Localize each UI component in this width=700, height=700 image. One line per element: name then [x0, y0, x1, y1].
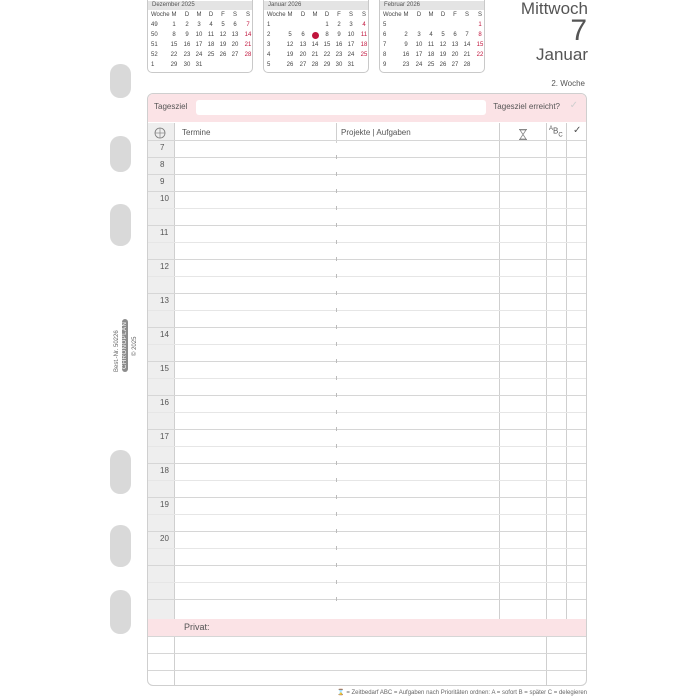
- row-tick: [336, 274, 337, 278]
- daily-goal-label: Tagesziel: [154, 102, 188, 111]
- week-number: 52: [151, 52, 158, 58]
- calendar-day: 12: [439, 42, 447, 48]
- punch-hole: [110, 64, 131, 98]
- calendar-day: 27: [299, 62, 307, 68]
- calendar-day: D: [440, 12, 446, 18]
- calendar-day: 26: [439, 62, 447, 68]
- clock-icon: [154, 126, 166, 138]
- calendar-day: 30: [335, 62, 343, 68]
- calendar-day: 30: [183, 62, 191, 68]
- calendar-day: D: [208, 12, 214, 18]
- row-tick: [336, 393, 337, 397]
- week-number: 49: [151, 22, 158, 28]
- mini-calendar-february: [379, 0, 485, 73]
- calendar-day: 25: [360, 52, 368, 58]
- calendar-day: D: [416, 12, 422, 18]
- calendar-day: 4: [209, 22, 213, 28]
- calendar-day: 20: [451, 52, 459, 58]
- calendar-day: 13: [299, 42, 307, 48]
- hour-label: 16: [160, 398, 169, 407]
- mini-calendar-week-row: [264, 31, 368, 40]
- calendar-day: [309, 31, 321, 40]
- grid-row-line: [148, 599, 586, 600]
- calendar-day: 31: [195, 62, 203, 68]
- calendar-day: 18: [360, 42, 368, 48]
- calendar-day: 27: [451, 62, 459, 68]
- grid-row-line: [148, 429, 586, 430]
- grid-row-line: [148, 412, 586, 413]
- row-tick: [336, 155, 337, 159]
- row-tick: [336, 342, 337, 346]
- grid-row-line: [148, 378, 586, 379]
- row-tick: [336, 359, 337, 363]
- week-number: 7: [383, 42, 387, 48]
- week-number: 3: [267, 42, 271, 48]
- grid-row-line: [148, 480, 586, 481]
- calendar-day: 6: [453, 32, 457, 38]
- calendar-day: 24: [347, 52, 355, 58]
- row-tick: [336, 597, 337, 601]
- calendar-day: 5: [221, 22, 225, 28]
- mini-calendar-title: Februar 2026: [380, 1, 484, 10]
- calendar-day: 11: [207, 32, 215, 38]
- copyright: © 2025: [132, 336, 138, 356]
- calendar-day: 2: [404, 32, 408, 38]
- calendar-day: 14: [463, 42, 471, 48]
- row-tick: [336, 189, 337, 193]
- punch-hole: [110, 590, 131, 634]
- mini-calendar-week-row: [148, 51, 252, 60]
- week-number: 8: [383, 52, 387, 58]
- row-tick: [336, 240, 337, 244]
- week-number: 6: [383, 32, 387, 38]
- punch-hole: [110, 525, 131, 567]
- calendar-day: S: [232, 12, 237, 18]
- mini-calendar-week-row: [380, 41, 484, 50]
- grid-row-line: [148, 565, 586, 566]
- mini-calendar-week-row: [264, 21, 368, 30]
- calendar-day: S: [348, 12, 353, 18]
- calendar-day: 25: [207, 52, 215, 58]
- calendar-day: 5: [288, 32, 292, 38]
- calendar-day: 24: [415, 62, 423, 68]
- grid-row-line: [148, 497, 586, 498]
- week-number: 9: [383, 62, 387, 68]
- row-tick: [336, 223, 337, 227]
- calendar-day: S: [361, 12, 366, 18]
- row-tick: [336, 325, 337, 329]
- calendar-day: M: [287, 12, 293, 18]
- hour-label: 19: [160, 500, 169, 509]
- mini-calendar-week-row: [264, 41, 368, 50]
- calendar-day: 17: [415, 52, 423, 58]
- calendar-day: 11: [360, 32, 368, 38]
- week-number: Woche: [267, 12, 286, 18]
- grid-row-line: [148, 514, 586, 515]
- calendar-day: 5: [441, 32, 445, 38]
- legend-footer: ⌛ = Zeitbedarf ABC = Aufgaben nach Prioritäten ordnen: A = sofort B = später C = delegieren: [337, 690, 587, 696]
- mini-calendar-january: [263, 0, 369, 73]
- week-number: 1: [151, 62, 155, 68]
- calendar-day: 22: [476, 52, 484, 58]
- mini-calendar-header-row: [148, 11, 252, 20]
- daily-goal-field[interactable]: [196, 100, 486, 115]
- calendar-day: 19: [219, 42, 227, 48]
- grid-row-line: [148, 327, 586, 328]
- calendar-day: 28: [244, 52, 252, 58]
- hour-label: 14: [160, 330, 169, 339]
- hour-label: 9: [160, 177, 165, 186]
- grid-row-line: [148, 157, 586, 158]
- calendar-day: M: [403, 12, 409, 18]
- calendar-day: 20: [231, 42, 239, 48]
- mini-calendar-week-row: [148, 41, 252, 50]
- mini-calendar-week-row: [380, 21, 484, 30]
- calendar-day: D: [324, 12, 330, 18]
- appointments-header: Termine: [182, 128, 211, 137]
- row-tick: [336, 172, 337, 176]
- goal-achieved-checkbox[interactable]: ✓: [569, 100, 578, 111]
- week-number: 51: [151, 42, 158, 48]
- calendar-day: 3: [197, 22, 201, 28]
- calendar-day: 9: [404, 42, 408, 48]
- private-row-line: [148, 670, 586, 671]
- grid-row-line: [148, 310, 586, 311]
- calendar-day: 15: [476, 42, 484, 48]
- mini-calendar-week-row: [264, 61, 368, 70]
- calendar-day: 6: [301, 32, 305, 38]
- calendar-day: 2: [185, 22, 189, 28]
- calendar-day: 26: [219, 52, 227, 58]
- row-tick: [336, 461, 337, 465]
- row-tick: [336, 376, 337, 380]
- calendar-day: 28: [311, 62, 319, 68]
- calendar-day: 29: [170, 62, 178, 68]
- week-number: Woche: [383, 12, 402, 18]
- calendar-day: M: [312, 12, 318, 18]
- row-tick: [336, 291, 337, 295]
- calendar-day: 9: [337, 32, 341, 38]
- calendar-day: 7: [465, 32, 469, 38]
- row-tick: [336, 308, 337, 312]
- calendar-day: 21: [463, 52, 471, 58]
- mini-calendar-week-row: [148, 61, 252, 70]
- hour-label: 11: [160, 228, 169, 237]
- order-number: Best.-Nr. 50226: [114, 330, 120, 372]
- calendar-day: D: [300, 12, 306, 18]
- row-tick: [336, 546, 337, 550]
- week-number: 5: [383, 22, 387, 28]
- hour-label: 7: [160, 143, 165, 152]
- calendar-day: 10: [195, 32, 203, 38]
- calendar-day: 7: [246, 22, 250, 28]
- calendar-day: 1: [478, 22, 482, 28]
- calendar-day: M: [171, 12, 177, 18]
- punch-hole: [110, 204, 131, 246]
- grid-row-line: [148, 361, 586, 362]
- calendar-day: 1: [172, 22, 176, 28]
- grid-row-line: [148, 242, 586, 243]
- goal-achieved-label: Tagesziel erreicht?: [493, 102, 560, 111]
- grid-row-line: [148, 208, 586, 209]
- day-number: 7: [570, 14, 587, 47]
- weekday-label: Mittwoch: [520, 0, 588, 18]
- row-tick: [336, 427, 337, 431]
- calendar-day: 21: [244, 42, 252, 48]
- grid-row-line: [148, 293, 586, 294]
- calendar-day: 16: [183, 42, 191, 48]
- calendar-day: F: [337, 12, 341, 18]
- calendar-day: 27: [231, 52, 239, 58]
- calendar-day: 14: [244, 32, 252, 38]
- grid-row-line: [148, 463, 586, 464]
- calendar-day: 25: [427, 62, 435, 68]
- calendar-day: 23: [402, 62, 410, 68]
- private-section-bar: [148, 619, 586, 636]
- calendar-day: 16: [402, 52, 410, 58]
- calendar-day: F: [221, 12, 225, 18]
- calendar-day: 28: [463, 62, 471, 68]
- daily-goal-bar: [148, 94, 586, 122]
- calendar-day: 1: [325, 22, 329, 28]
- calendar-day: 23: [183, 52, 191, 58]
- calendar-day: 14: [311, 42, 319, 48]
- calendar-day: 17: [195, 42, 203, 48]
- calendar-day: 10: [347, 32, 355, 38]
- grid-row-line: [148, 531, 586, 532]
- header-row-line: [148, 140, 586, 141]
- abc-priority-icon: $^AB_C$: [549, 126, 563, 139]
- calendar-day: 16: [335, 42, 343, 48]
- calendar-day: 8: [172, 32, 176, 38]
- grid-row-line: [148, 225, 586, 226]
- calendar-day: 15: [170, 42, 178, 48]
- week-number: 4: [267, 52, 271, 58]
- calendar-day: 13: [231, 32, 239, 38]
- punch-hole: [110, 450, 131, 494]
- row-tick: [336, 495, 337, 499]
- mini-calendar-week-row: [148, 31, 252, 40]
- mini-calendar-week-row: [264, 51, 368, 60]
- hour-label: 10: [160, 194, 169, 203]
- calendar-day: 17: [347, 42, 355, 48]
- row-tick: [336, 580, 337, 584]
- grid-row-line: [148, 276, 586, 277]
- mini-calendar-week-row: [148, 21, 252, 30]
- calendar-day: S: [464, 12, 469, 18]
- calendar-day: 21: [311, 52, 319, 58]
- calendar-day: 11: [427, 42, 435, 48]
- grid-row-line: [148, 191, 586, 192]
- calendar-day: 13: [451, 42, 459, 48]
- grid-row-line: [148, 259, 586, 260]
- private-label: Privat:: [184, 622, 210, 632]
- grid-row-line: [148, 548, 586, 549]
- week-number: 1: [267, 22, 271, 28]
- row-tick: [336, 478, 337, 482]
- week-label: 2. Woche: [551, 79, 585, 88]
- calendar-day: S: [245, 12, 250, 18]
- week-number: 5: [267, 62, 271, 68]
- calendar-day: M: [428, 12, 434, 18]
- mini-calendar-december: [147, 0, 253, 73]
- row-tick: [336, 444, 337, 448]
- mini-calendar-title: Dezember 2025: [148, 1, 252, 10]
- hour-label: 8: [160, 160, 165, 169]
- mini-calendar-week-row: [380, 31, 484, 40]
- calendar-day: 3: [349, 22, 353, 28]
- calendar-day: 9: [185, 32, 189, 38]
- calendar-day: D: [184, 12, 190, 18]
- calendar-day: 19: [439, 52, 447, 58]
- grid-row-line: [148, 344, 586, 345]
- row-tick: [336, 257, 337, 261]
- column-divider: [499, 123, 500, 619]
- hour-label: 18: [160, 466, 169, 475]
- row-tick: [336, 563, 337, 567]
- mini-calendar-title: Januar 2026: [264, 1, 368, 10]
- column-divider: [566, 123, 567, 619]
- calendar-day: 26: [286, 62, 294, 68]
- calendar-day: 24: [195, 52, 203, 58]
- calendar-day: 23: [335, 52, 343, 58]
- calendar-day: 18: [207, 42, 215, 48]
- row-tick: [336, 512, 337, 516]
- calendar-day: 22: [170, 52, 178, 58]
- hour-label: 13: [160, 296, 169, 305]
- calendar-day: 3: [417, 32, 421, 38]
- grid-row-line: [148, 174, 586, 175]
- row-tick: [336, 206, 337, 210]
- hour-label: 17: [160, 432, 169, 441]
- month-label: Januar: [536, 45, 588, 64]
- done-check-icon: ✓: [573, 125, 582, 136]
- calendar-day: 8: [325, 32, 329, 38]
- punch-hole: [110, 136, 131, 172]
- calendar-day: 20: [299, 52, 307, 58]
- calendar-day: 12: [219, 32, 227, 38]
- private-row-line: [148, 636, 586, 637]
- grid-row-line: [148, 395, 586, 396]
- mini-calendar-header-row: [264, 11, 368, 20]
- hour-label: 15: [160, 364, 169, 373]
- hour-label: 20: [160, 534, 169, 543]
- calendar-day: S: [477, 12, 482, 18]
- calendar-day: F: [453, 12, 457, 18]
- calendar-day: 2: [337, 22, 341, 28]
- calendar-day: 22: [323, 52, 331, 58]
- mini-calendar-week-row: [380, 51, 484, 60]
- calendar-day: 18: [427, 52, 435, 58]
- row-tick: [336, 529, 337, 533]
- calendar-day: 12: [286, 42, 294, 48]
- day-planner-frame: [147, 93, 587, 686]
- mini-calendar-header-row: [380, 11, 484, 20]
- calendar-day: 31: [347, 62, 355, 68]
- brand-logo: CHRONOPLAN: [122, 319, 128, 372]
- calendar-day: 10: [415, 42, 423, 48]
- hour-label: 12: [160, 262, 169, 271]
- calendar-day: 8: [478, 32, 482, 38]
- week-number: 2: [267, 32, 271, 38]
- grid-row-line: [148, 446, 586, 447]
- private-row-line: [148, 653, 586, 654]
- hourglass-icon: [519, 127, 527, 138]
- calendar-day: M: [196, 12, 202, 18]
- week-number: 50: [151, 32, 158, 38]
- row-tick: [336, 410, 337, 414]
- calendar-day: 4: [429, 32, 433, 38]
- mini-calendar-week-row: [380, 61, 484, 70]
- projects-tasks-header: Projekte | Aufgaben: [341, 128, 411, 137]
- calendar-day: 15: [323, 42, 331, 48]
- grid-row-line: [148, 582, 586, 583]
- calendar-day: 4: [362, 22, 366, 28]
- week-number: Woche: [151, 12, 170, 18]
- calendar-day: 29: [323, 62, 331, 68]
- calendar-day: 19: [286, 52, 294, 58]
- calendar-day: 6: [233, 22, 237, 28]
